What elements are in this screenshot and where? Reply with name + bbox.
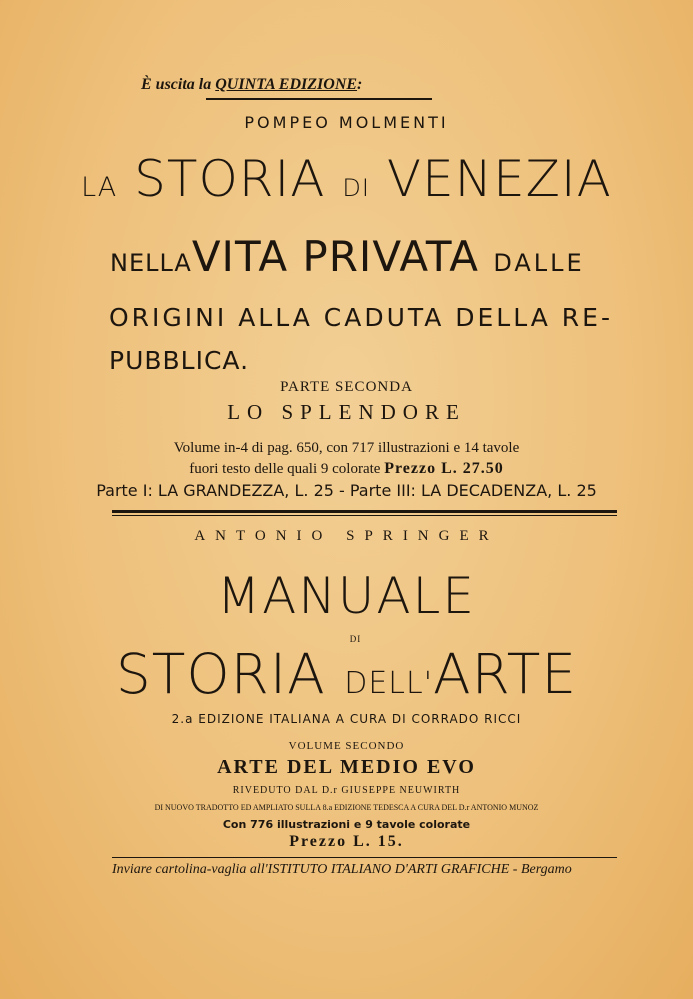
title-line-2	[110, 232, 585, 288]
title-storia-di-venezia	[0, 148, 693, 219]
announcement	[141, 76, 362, 94]
title-dalle: DALLE	[493, 249, 585, 277]
title-storia-dell-arte	[0, 639, 693, 719]
divider-thick	[112, 510, 617, 513]
title-manuale: MANUALE	[217, 567, 476, 625]
subtitle-lo-splendore: LO SPLENDORE	[227, 400, 466, 424]
title-di-small: DI	[349, 634, 362, 644]
title-venezia: VENEZIA	[386, 150, 612, 208]
author-molmenti: POMPEO MOLMENTI	[244, 113, 449, 132]
title-di: DI	[342, 174, 370, 202]
description-2-text: fuori testo delle quali 9 colorate	[189, 461, 381, 477]
title-la: LA	[81, 172, 118, 203]
title-vita-privata: VITA PRIVATA	[191, 232, 479, 281]
volume-label: VOLUME SECONDO	[288, 740, 405, 752]
description-1: Volume in-4 di pag. 650, con 717 illustrazioni e 14 tavole	[173, 440, 520, 456]
volume-title: ARTE DEL MEDIO EVO	[217, 756, 476, 778]
part-label: PARTE SECONDA	[280, 379, 413, 395]
title-line-4: PUBBLICA.	[109, 346, 250, 375]
footer-divider	[112, 857, 617, 858]
illustrations-line: Con 776 illustrazioni e 9 tavole colorate	[222, 818, 471, 831]
announcement-edition: QUINTA EDIZIONE	[215, 76, 358, 93]
author-springer: ANTONIO SPRINGER	[194, 528, 499, 544]
announcement-suffix: :	[357, 76, 363, 93]
footer-text: Inviare cartolina-vaglia all'ISTITUTO ITALIANO D'ARTI GRAFICHE - Bergamo	[112, 862, 572, 877]
price-springer: Prezzo L. 15.	[289, 833, 404, 850]
title-dell: DELL'	[344, 666, 433, 701]
title-line-3: ORIGINI ALLA CADUTA DELLA RE-	[109, 303, 613, 332]
title-storia: STORIA	[134, 150, 326, 208]
announcement-underline	[206, 98, 432, 100]
description-2	[0, 460, 693, 478]
revised-by: RIVEDUTO DAL D.r GIUSEPPE NEUWIRTH	[232, 785, 461, 796]
announcement-prefix: È uscita la	[141, 76, 216, 93]
parts-line: Parte I: LA GRANDEZZA, L. 25 - Parte III: LA DECADENZA, L. 25	[96, 481, 597, 500]
edition-line: 2.a EDIZIONE ITALIANA A CURA DI CORRADO RICCI	[171, 712, 522, 726]
title-nella: NELLA	[110, 249, 192, 277]
divider-thin	[112, 515, 617, 516]
title-storia-2: STORIA	[115, 642, 326, 706]
title-arte: ARTE	[432, 642, 578, 706]
translated-by: DI NUOVO TRADOTTO ED AMPLIATO SULLA 8.a EDIZIONE TEDESCA A CURA DEL D.r ANTONIO MUNOZ	[154, 803, 539, 812]
price-molmenti: Prezzo L. 27.50	[384, 460, 504, 477]
